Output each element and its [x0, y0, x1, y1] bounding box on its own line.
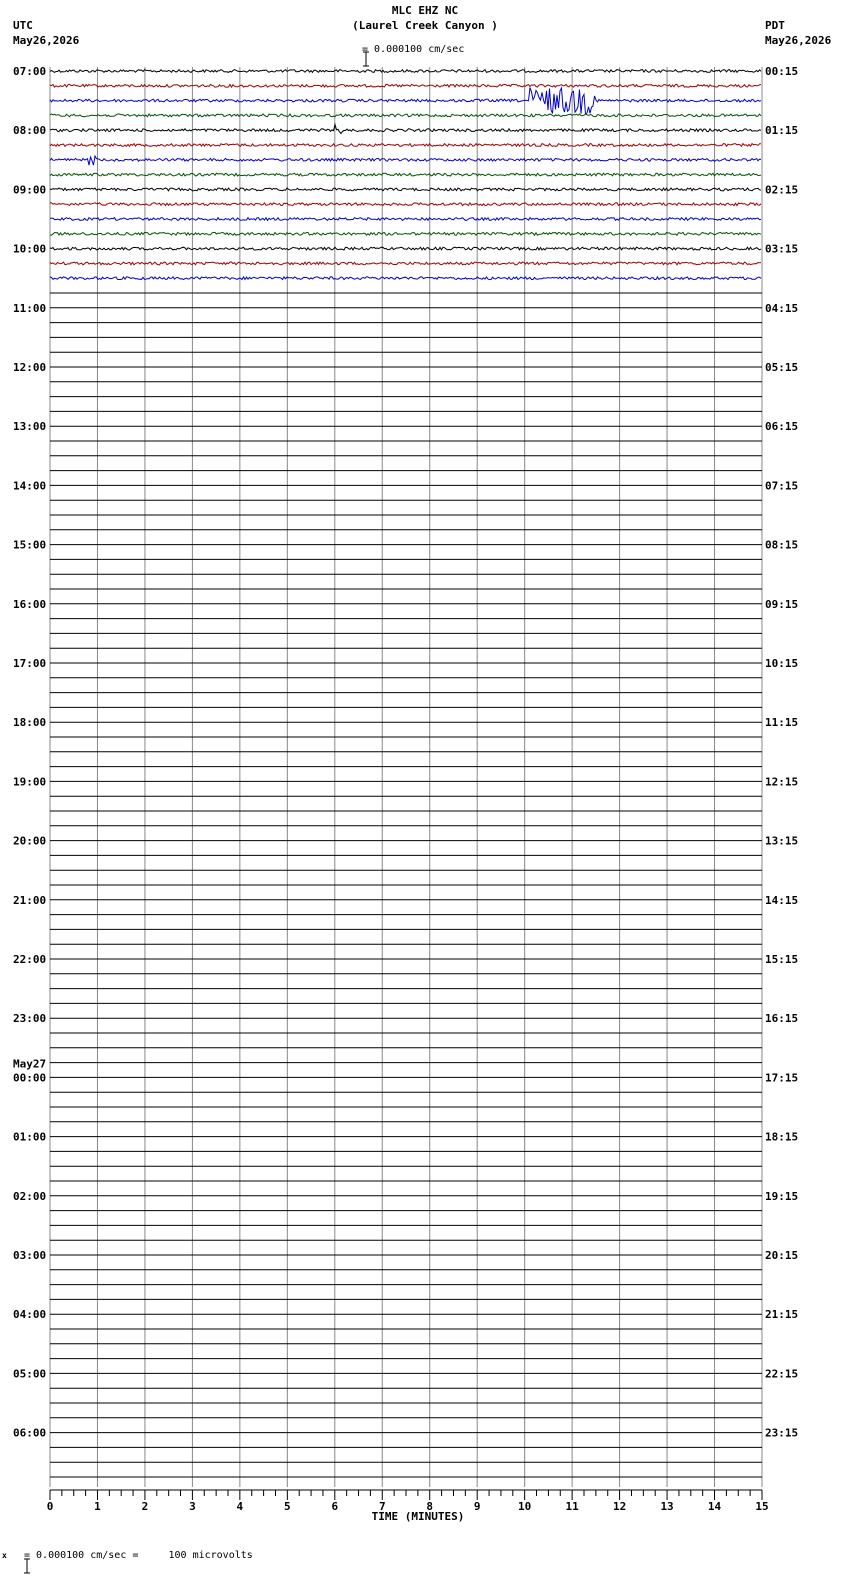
footer-marker: x — [2, 1551, 7, 1560]
trace-line — [50, 88, 761, 114]
right-time-label: 06:15 — [765, 420, 799, 434]
left-time-label: 10:00 — [13, 242, 47, 256]
trace-line — [50, 247, 761, 250]
left-time-label: 21:00 — [13, 893, 47, 907]
right-time-label: 19:15 — [765, 1189, 799, 1203]
trace-line — [50, 114, 761, 117]
trace-line — [50, 232, 761, 235]
trace-line — [50, 173, 761, 176]
left-time-label: 11:00 — [13, 301, 47, 315]
left-time-label: 19:00 — [13, 775, 47, 789]
right-time-label: 16:15 — [765, 1012, 799, 1026]
right-date: May26,2026 — [765, 34, 832, 47]
left-time-label: 20:00 — [13, 834, 47, 848]
left-time-label: 22:00 — [13, 953, 47, 966]
left-time-label: 00:00 — [13, 1071, 47, 1085]
x-tick-label: 14 — [707, 1500, 722, 1513]
right-time-label: 07:15 — [765, 479, 799, 493]
right-timezone: PDT — [765, 19, 785, 32]
left-time-label: 07:00 — [13, 65, 47, 78]
trace-line — [50, 203, 761, 206]
trace-line — [50, 277, 761, 280]
trace-line — [50, 218, 761, 221]
left-time-label: 05:00 — [13, 1367, 47, 1381]
right-time-label: 11:15 — [765, 716, 799, 730]
right-time-label: 13:15 — [765, 834, 799, 848]
right-time-label: 02:15 — [765, 183, 799, 197]
left-time-label: 14:00 — [13, 479, 47, 493]
left-time-label: 17:00 — [13, 657, 47, 670]
x-tick-label: 10 — [518, 1500, 532, 1513]
x-tick-label: 15 — [755, 1500, 769, 1513]
x-tick-label: 13 — [660, 1500, 674, 1513]
right-time-label: 03:15 — [765, 242, 799, 256]
x-tick-label: 1 — [94, 1500, 101, 1513]
trace-line — [50, 144, 761, 147]
seismic-traces — [50, 70, 762, 1477]
right-time-label: 08:15 — [765, 538, 799, 552]
left-time-label: 15:00 — [13, 538, 47, 552]
trace-line — [50, 262, 761, 265]
right-time-label: 00:15 — [765, 65, 799, 78]
x-axis-ticks — [47, 1490, 769, 1523]
left-time-label: 09:00 — [13, 183, 47, 197]
trace-line — [50, 125, 761, 134]
left-time-label: 12:00 — [13, 361, 47, 374]
station-title: MLC EHZ NC — [391, 4, 459, 17]
right-time-label: 04:15 — [765, 301, 799, 315]
x-tick-label: 8 — [426, 1500, 434, 1513]
right-time-label: 18:15 — [765, 1130, 799, 1144]
x-tick-label: 11 — [565, 1500, 579, 1513]
left-time-label: 02:00 — [13, 1189, 47, 1203]
footer-scale-text: = 0.000100 cm/sec = 100 microvolts — [24, 1550, 253, 1561]
station-location: (Laurel Creek Canyon ) — [352, 19, 498, 32]
x-tick-label: 3 — [189, 1500, 196, 1513]
x-tick-label: 5 — [284, 1500, 291, 1513]
right-time-label: 21:15 — [765, 1308, 799, 1322]
right-time-label: 05:15 — [765, 361, 799, 374]
left-time-label: 04:00 — [13, 1308, 47, 1322]
left-time-label: 13:00 — [13, 420, 47, 434]
right-time-label: 20:15 — [765, 1249, 799, 1262]
trace-line — [50, 188, 761, 191]
left-date: May26,2026 — [13, 34, 80, 47]
right-time-label: 12:15 — [765, 775, 799, 789]
left-time-label: 16:00 — [13, 597, 47, 611]
x-tick-label: 7 — [378, 1500, 386, 1513]
x-tick-label: 0 — [46, 1500, 54, 1513]
day-change-label: May27 — [13, 1057, 47, 1071]
trace-line — [50, 84, 761, 87]
left-time-label: 08:00 — [13, 124, 47, 138]
right-time-label: 10:15 — [765, 657, 799, 670]
right-time-label: 14:15 — [765, 893, 799, 907]
x-tick-label: 9 — [473, 1500, 481, 1513]
x-tick-label: 2 — [141, 1500, 149, 1513]
left-timezone: UTC — [13, 19, 33, 32]
left-time-label: 18:00 — [13, 716, 47, 730]
x-axis-title: TIME (MINUTES) — [371, 1510, 465, 1523]
trace-line — [50, 70, 761, 73]
left-time-label: 23:00 — [13, 1012, 47, 1026]
right-time-label: 17:15 — [765, 1071, 799, 1085]
x-tick-label: 12 — [612, 1500, 627, 1513]
x-tick-label: 6 — [331, 1500, 339, 1513]
right-time-label: 22:15 — [765, 1367, 799, 1381]
left-time-label: 06:00 — [13, 1426, 47, 1440]
left-time-label: 03:00 — [13, 1249, 47, 1262]
right-time-label: 15:15 — [765, 953, 799, 966]
right-time-label: 01:15 — [765, 124, 799, 138]
trace-line — [50, 156, 761, 165]
right-time-label: 09:15 — [765, 597, 799, 611]
right-time-label: 23:15 — [765, 1426, 799, 1440]
left-time-label: 01:00 — [13, 1130, 47, 1144]
x-tick-label: 4 — [236, 1500, 244, 1513]
scale-text: = 0.000100 cm/sec — [362, 44, 465, 55]
